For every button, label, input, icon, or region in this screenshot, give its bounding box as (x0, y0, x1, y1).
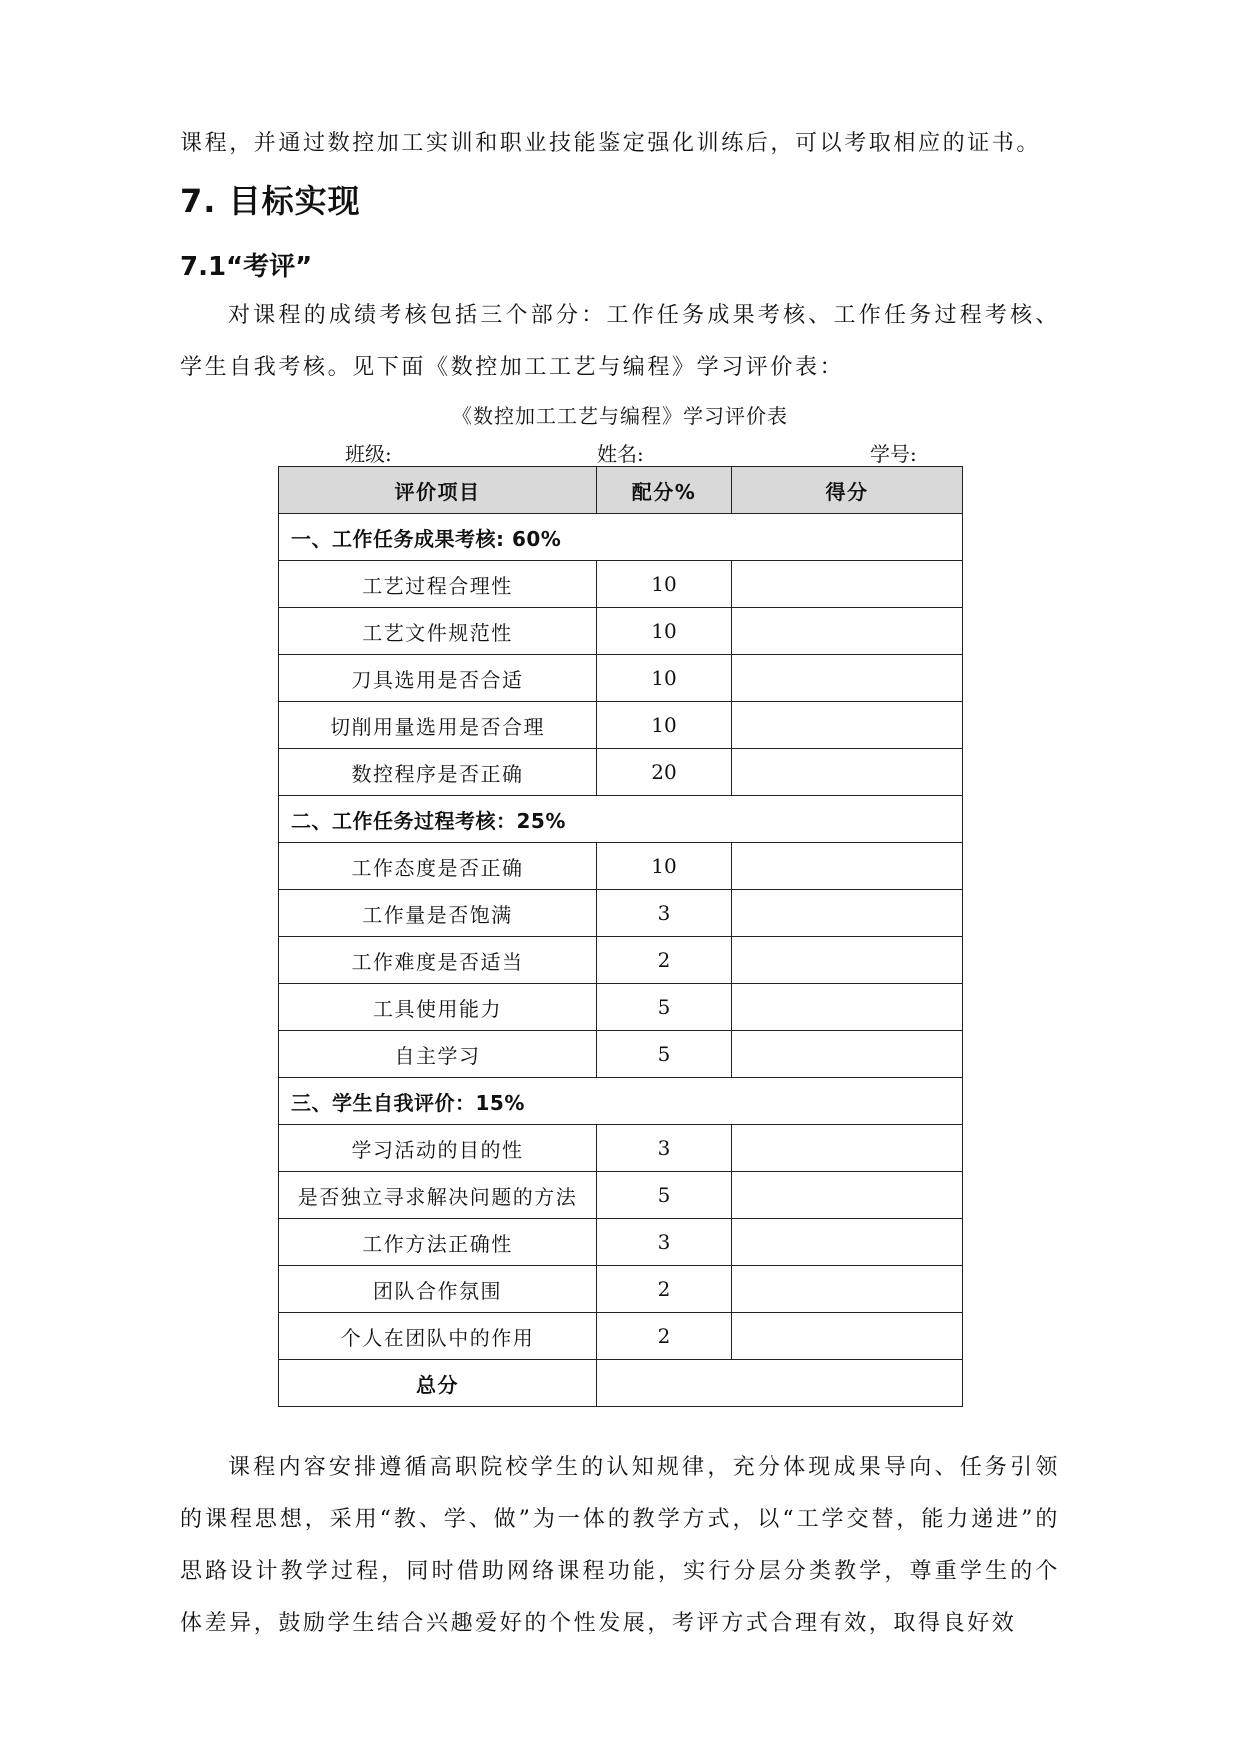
weight-cell: 5 (597, 984, 732, 1031)
weight-cell: 10 (597, 655, 732, 702)
criterion-cell: 学习活动的目的性 (279, 1125, 597, 1172)
table-row (279, 655, 963, 702)
intro-line: 课程，并通过数控加工实训和职业技能鉴定强化训练后，可以考取相应的证书。 (180, 131, 1042, 156)
obtained-score-cell (732, 1031, 963, 1078)
total-label: 总分 (279, 1360, 597, 1407)
weight-cell: 10 (597, 608, 732, 655)
total-score-cell (597, 1360, 963, 1407)
criterion-cell: 刀具选用是否合适 (279, 655, 597, 702)
obtained-score-cell (732, 1219, 963, 1266)
obtained-score-cell (732, 984, 963, 1031)
table-row (279, 937, 963, 984)
criterion-cell: 是否独立寻求解决问题的方法 (279, 1172, 597, 1219)
criterion-cell: 切削用量选用是否合理 (279, 702, 597, 749)
weight-cell: 20 (597, 749, 732, 796)
section-title: 二、工作任务过程考核：25% (279, 796, 963, 843)
table-row (279, 1266, 963, 1313)
weight-cell: 10 (597, 702, 732, 749)
table-row (279, 1031, 963, 1078)
class-label: 班级: (345, 442, 392, 466)
weight-cell: 2 (597, 1266, 732, 1313)
obtained-score-cell (732, 1172, 963, 1219)
obtained-score-cell (732, 608, 963, 655)
table-row (279, 608, 963, 655)
table-row (279, 1219, 963, 1266)
criterion-cell: 工艺文件规范性 (279, 608, 597, 655)
obtained-score-cell (732, 843, 963, 890)
criterion-cell: 自主学习 (279, 1031, 597, 1078)
weight-cell: 5 (597, 1172, 732, 1219)
criterion-cell: 工作方法正确性 (279, 1219, 597, 1266)
section-row (279, 514, 963, 561)
obtained-score-cell (732, 890, 963, 937)
table-row (279, 702, 963, 749)
evaluation-table-body (279, 467, 963, 1407)
table-row (279, 749, 963, 796)
assessment-paragraph: 对课程的成绩考核包括三个部分：工作任务成果考核、工作任务过程考核、学生自我考核。见下面《数控加工工艺与编程》学习评价表： (180, 303, 1060, 380)
table-row (279, 1313, 963, 1360)
criterion-cell: 工作量是否饱满 (279, 890, 597, 937)
obtained-score-cell (732, 702, 963, 749)
weight-cell: 10 (597, 843, 732, 890)
table-row (279, 984, 963, 1031)
obtained-score-cell (732, 1125, 963, 1172)
weight-cell: 3 (597, 1125, 732, 1172)
weight-cell: 2 (597, 1313, 732, 1360)
criterion-cell: 个人在团队中的作用 (279, 1313, 597, 1360)
conclusion-paragraph: 课程内容安排遵循高职院校学生的认知规律，充分体现成果导向、任务引领的课程思想，采用“教、学、做”为一体的教学方式，以“工学交替，能力递进”的思路设计教学过程，同时借助网络课程功能，实行分层分类教学，尊重学生的个体差异，鼓励学生结合兴趣爱好的个性发展，考评方式合理有效，取得良好效 (180, 1455, 1060, 1636)
weight-cell: 2 (597, 937, 732, 984)
section-row (279, 796, 963, 843)
weight-cell: 5 (597, 1031, 732, 1078)
obtained-score-cell (732, 749, 963, 796)
section-row (279, 1078, 963, 1125)
table-caption: 《数控加工工艺与编程》学习评价表 (452, 404, 788, 428)
weight-cell: 3 (597, 890, 732, 937)
table-row (279, 1172, 963, 1219)
criterion-cell: 工作态度是否正确 (279, 843, 597, 890)
header-score: 配分% (597, 467, 732, 514)
header-obtained: 得分 (732, 467, 963, 514)
obtained-score-cell (732, 561, 963, 608)
section-title: 三、学生自我评价：15% (279, 1078, 963, 1125)
criterion-cell: 数控程序是否正确 (279, 749, 597, 796)
table-row (279, 561, 963, 608)
criterion-cell: 工具使用能力 (279, 984, 597, 1031)
criterion-cell: 工艺过程合理性 (279, 561, 597, 608)
obtained-score-cell (732, 1313, 963, 1360)
section-heading: 7. 目标实现 (180, 182, 361, 220)
evaluation-table (278, 466, 963, 1407)
obtained-score-cell (732, 1266, 963, 1313)
weight-cell: 10 (597, 561, 732, 608)
obtained-score-cell (732, 655, 963, 702)
section-title: 一、工作任务成果考核: 60% (279, 514, 963, 561)
table-header-row (279, 467, 963, 514)
weight-cell: 3 (597, 1219, 732, 1266)
name-label: 姓名: (597, 442, 644, 466)
table-row (279, 890, 963, 937)
subsection-heading: 7.1“考评” (180, 252, 313, 282)
obtained-score-cell (732, 937, 963, 984)
total-row (279, 1360, 963, 1407)
student-id-label: 学号: (870, 442, 917, 466)
criterion-cell: 工作难度是否适当 (279, 937, 597, 984)
table-row (279, 1125, 963, 1172)
table-row (279, 843, 963, 890)
criterion-cell: 团队合作氛围 (279, 1266, 597, 1313)
header-item: 评价项目 (279, 467, 597, 514)
